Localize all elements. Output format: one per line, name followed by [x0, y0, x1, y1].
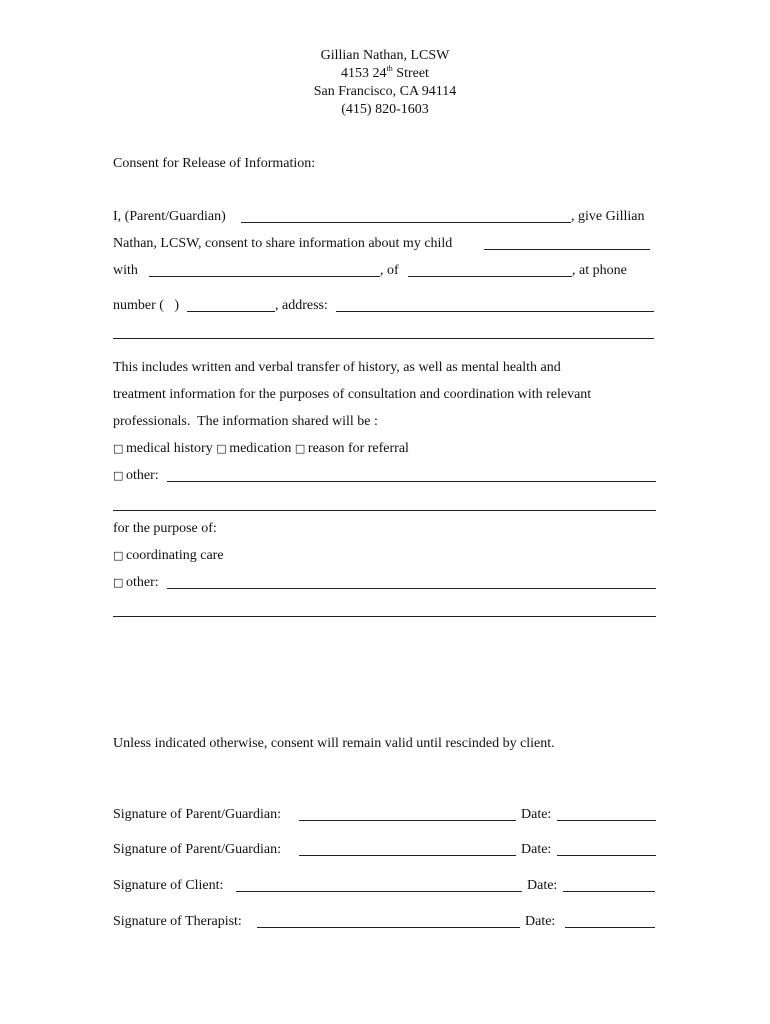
info-other-option	[113, 467, 159, 485]
form-title: Consent for Release of Information:	[113, 156, 316, 171]
parent-signature-2-label: Signature of Parent/Guardian:	[113, 842, 285, 857]
parent-signature-2-date-label: Date:	[521, 842, 552, 857]
info-other-continuation-blank[interactable]	[113, 510, 656, 511]
therapist-signature-date-label: Date:	[525, 914, 556, 929]
coordinating-care-label: coordinating care	[126, 548, 224, 563]
information-options	[113, 440, 409, 458]
consent-share-text: Nathan, LCSW, consent to share information about my child	[113, 236, 456, 251]
info-other-label: other:	[126, 468, 159, 483]
info-other-blank[interactable]	[167, 481, 656, 482]
address-label: , address:	[275, 298, 332, 313]
therapist-signature-label: Signature of Therapist:	[113, 914, 246, 929]
address-ordinal: th	[386, 64, 393, 73]
parent-guardian-label: I, (Parent/Guardian)	[113, 209, 230, 224]
coordinating-care-checkbox[interactable]: □	[113, 549, 124, 562]
paragraph-line-1: This includes written and verbal transfer of history, as well as mental health and	[113, 360, 561, 375]
with-label: with	[113, 263, 145, 278]
purpose-other-blank[interactable]	[167, 588, 656, 589]
parent-signature-2-date-blank[interactable]	[557, 855, 656, 856]
paragraph-line-2: treatment information for the purposes of consultation and coordination with relevant	[113, 387, 592, 402]
child-name-blank[interactable]	[484, 249, 650, 250]
address-number: 4153 24	[341, 66, 387, 81]
practitioner-name: Gillian Nathan, LCSW	[320, 48, 450, 63]
parent-signature-2-blank[interactable]	[299, 855, 516, 856]
parent-signature-1-date-blank[interactable]	[557, 820, 656, 821]
validity-note: Unless indicated otherwise, consent will remain valid until rescinded by client.	[113, 736, 555, 751]
client-signature-date-label: Date:	[527, 878, 558, 893]
give-gillian-text: , give Gillian	[571, 209, 645, 224]
purpose-other-continuation-blank[interactable]	[113, 616, 656, 617]
parent-signature-1-blank[interactable]	[299, 820, 516, 821]
medication-label: medication	[229, 441, 292, 456]
medical-history-label: medical history	[126, 441, 213, 456]
parent-guardian-blank[interactable]	[241, 222, 571, 223]
practitioner-address	[0, 65, 770, 83]
therapist-signature-date-blank[interactable]	[565, 927, 655, 928]
parent-signature-1-label: Signature of Parent/Guardian:	[113, 807, 285, 822]
info-other-checkbox[interactable]: □	[113, 469, 124, 482]
at-phone-label: , at phone	[572, 263, 627, 278]
share-with-blank[interactable]	[149, 276, 380, 277]
therapist-signature-blank[interactable]	[257, 927, 520, 928]
paragraph-line-3: professionals. The information shared will be :	[113, 414, 378, 429]
phone-number-label: number ( )	[113, 298, 180, 313]
address-blank[interactable]	[336, 311, 654, 312]
purpose-other-option	[113, 574, 159, 592]
purpose-other-checkbox[interactable]: □	[113, 576, 124, 589]
address-continuation-blank[interactable]	[113, 338, 654, 339]
medical-history-checkbox[interactable]: □	[113, 442, 124, 455]
purpose-label: for the purpose of:	[113, 521, 217, 536]
address-street: Street	[392, 66, 429, 81]
client-signature-blank[interactable]	[236, 891, 522, 892]
phone-number-blank[interactable]	[187, 311, 275, 312]
medication-checkbox[interactable]: □	[216, 442, 227, 455]
parent-signature-1-date-label: Date:	[521, 807, 552, 822]
practitioner-city: San Francisco, CA 94114	[313, 84, 457, 99]
organization-blank[interactable]	[408, 276, 572, 277]
reason-referral-checkbox[interactable]: □	[294, 442, 306, 455]
client-signature-label: Signature of Client:	[113, 878, 227, 893]
purpose-other-label: other:	[126, 575, 159, 590]
coordinating-care-option	[113, 547, 224, 565]
reason-referral-label: reason for referral	[307, 441, 409, 456]
client-signature-date-blank[interactable]	[563, 891, 655, 892]
practitioner-phone: (415) 820-1603	[341, 102, 429, 117]
of-label: , of	[380, 263, 403, 278]
